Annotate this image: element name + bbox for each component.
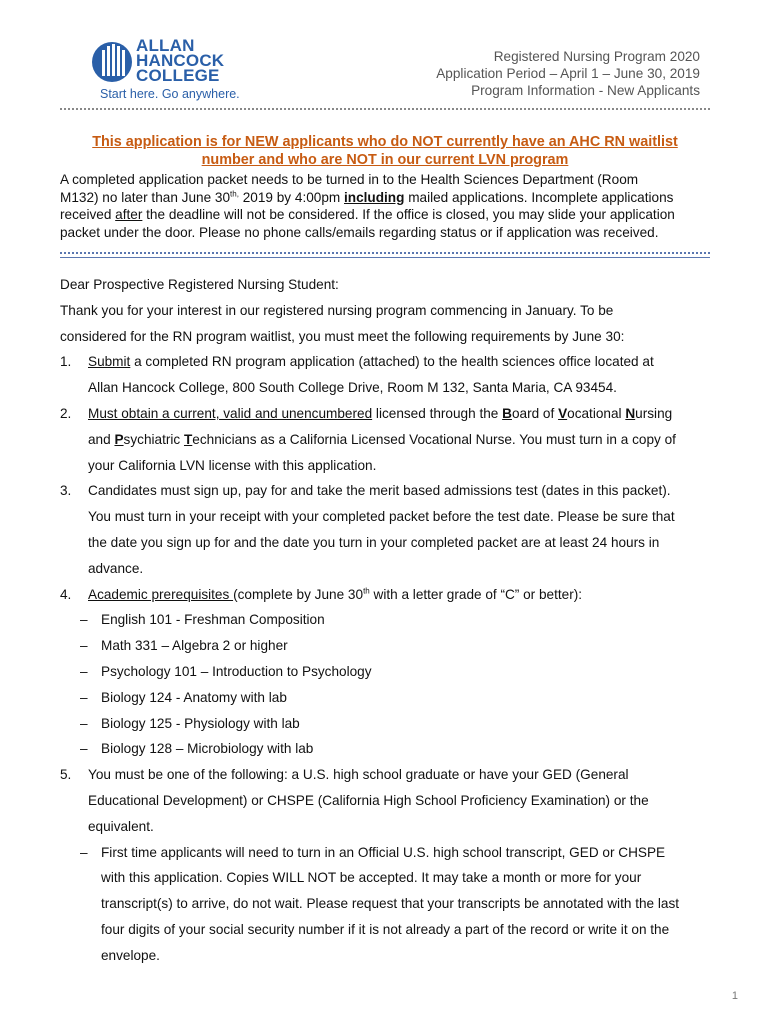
- header-subtitle: Program Information - New Applicants: [471, 83, 700, 98]
- course-item: – Psychology 101 – Introduction to Psychology: [80, 663, 372, 679]
- list-item: 2. Must obtain a current, valid and unencumbered licensed through the Board of Vocational Nursing: [60, 405, 673, 421]
- course-item: – Biology 125 - Physiology with lab: [80, 715, 300, 731]
- logo-mark-icon: [92, 40, 136, 88]
- list-item-continuation: equivalent.: [88, 818, 154, 834]
- list-item-continuation: the date you sign up for and the date you turn in your completed packet are at least 24 hours in: [88, 534, 660, 550]
- list-item: 1. Submit a completed RN program application (attached) to the health sciences office located at: [60, 354, 654, 370]
- notice-heading: [60, 133, 710, 169]
- salutation: Dear Prospective Registered Nursing Student:: [60, 277, 339, 292]
- intro-paragraph: [60, 171, 712, 241]
- letter-body: [60, 272, 712, 969]
- page-number: 1: [731, 990, 738, 1002]
- list-item-continuation: You must turn in your receipt with your completed packet before the test date. Please be sure that: [88, 509, 675, 525]
- list-item: 4. Academic prerequisites (complete by June 30th with a letter grade of “C” or better):: [60, 586, 583, 602]
- header-program: Registered Nursing Program 2020: [493, 49, 700, 64]
- transcript-note-continuation: envelope.: [101, 947, 160, 963]
- logo-line-2: HANCOCK: [136, 51, 225, 70]
- logo-line-1: ALLAN: [136, 36, 195, 55]
- logo-wordmark: [136, 38, 224, 83]
- logo-tagline: Start here. Go anywhere.: [100, 87, 240, 101]
- list-item: 5. You must be one of the following: a U.S. high school graduate or have your GED (General: [60, 767, 629, 783]
- list-item-continuation: and Psychiatric Technicians as a California Licensed Vocational Nurse. You must turn in a copy of: [88, 431, 676, 447]
- logo-line-3: COLLEGE: [136, 66, 220, 85]
- list-item: 3. Candidates must sign up, pay for and take the merit based admissions test (dates in this packet).: [60, 483, 671, 499]
- letter-paragraph-2: considered for the RN program waitlist, you must meet the following requirements by June 30:: [60, 328, 625, 344]
- letter-paragraph-1: Thank you for your interest in our registered nursing program commencing in January. To be: [60, 302, 614, 318]
- transcript-note-continuation: transcript(s) to arrive, do not wait. Please request that your transcripts be annotated with the last: [101, 896, 680, 912]
- course-item: – Biology 128 – Microbiology with lab: [80, 741, 314, 757]
- header-divider: [60, 108, 710, 110]
- list-item-continuation: your California LVN license with this application.: [88, 457, 377, 473]
- notice-line-2: number and who are NOT in our current LVN program: [201, 152, 569, 168]
- list-item-continuation: advance.: [88, 560, 144, 576]
- course-item: – English 101 - Freshman Composition: [80, 612, 325, 628]
- college-logo: [92, 38, 262, 100]
- intro-line-4: packet under the door. Please no phone calls/emails regarding status or if application was received.: [60, 224, 659, 240]
- list-item-continuation: Allan Hancock College, 800 South College Drive, Room M 132, Santa Maria, CA 93454.: [88, 380, 617, 396]
- intro-line-3: received after the deadline will not be considered. If the office is closed, you may slide your application: [60, 207, 675, 222]
- header-period: Application Period – April 1 – June 30, 2019: [436, 66, 700, 81]
- course-item: – Math 331 – Algebra 2 or higher: [80, 638, 288, 654]
- notice-line-1: This application is for NEW applicants who do NOT currently have an AHC RN waitlist: [92, 134, 678, 150]
- intro-line-1: A completed application packet needs to be turned in to the Health Sciences Department (Room: [60, 172, 639, 187]
- transcript-note-continuation: four digits of your social security number if it is not already a part of the record or write it on the: [101, 921, 670, 937]
- transcript-note-continuation: with this application. Copies WILL NOT be accepted. It may take a month or more for your: [101, 870, 642, 886]
- intro-line-2: M132) no later than June $30^{th,}$ 2019 by 4:00pm including mailed applications. Incomplete applications: [60, 188, 674, 205]
- list-item-continuation: Educational Development) or CHSPE (California High School Proficiency Examination) or the: [88, 792, 649, 808]
- course-item: – Biology 124 - Anatomy with lab: [80, 689, 287, 705]
- section-divider: [60, 252, 710, 258]
- document-header: [436, 48, 700, 99]
- transcript-note: – First time applicants will need to turn in an Official U.S. high school transcript, GED or CHSPE: [80, 844, 666, 860]
